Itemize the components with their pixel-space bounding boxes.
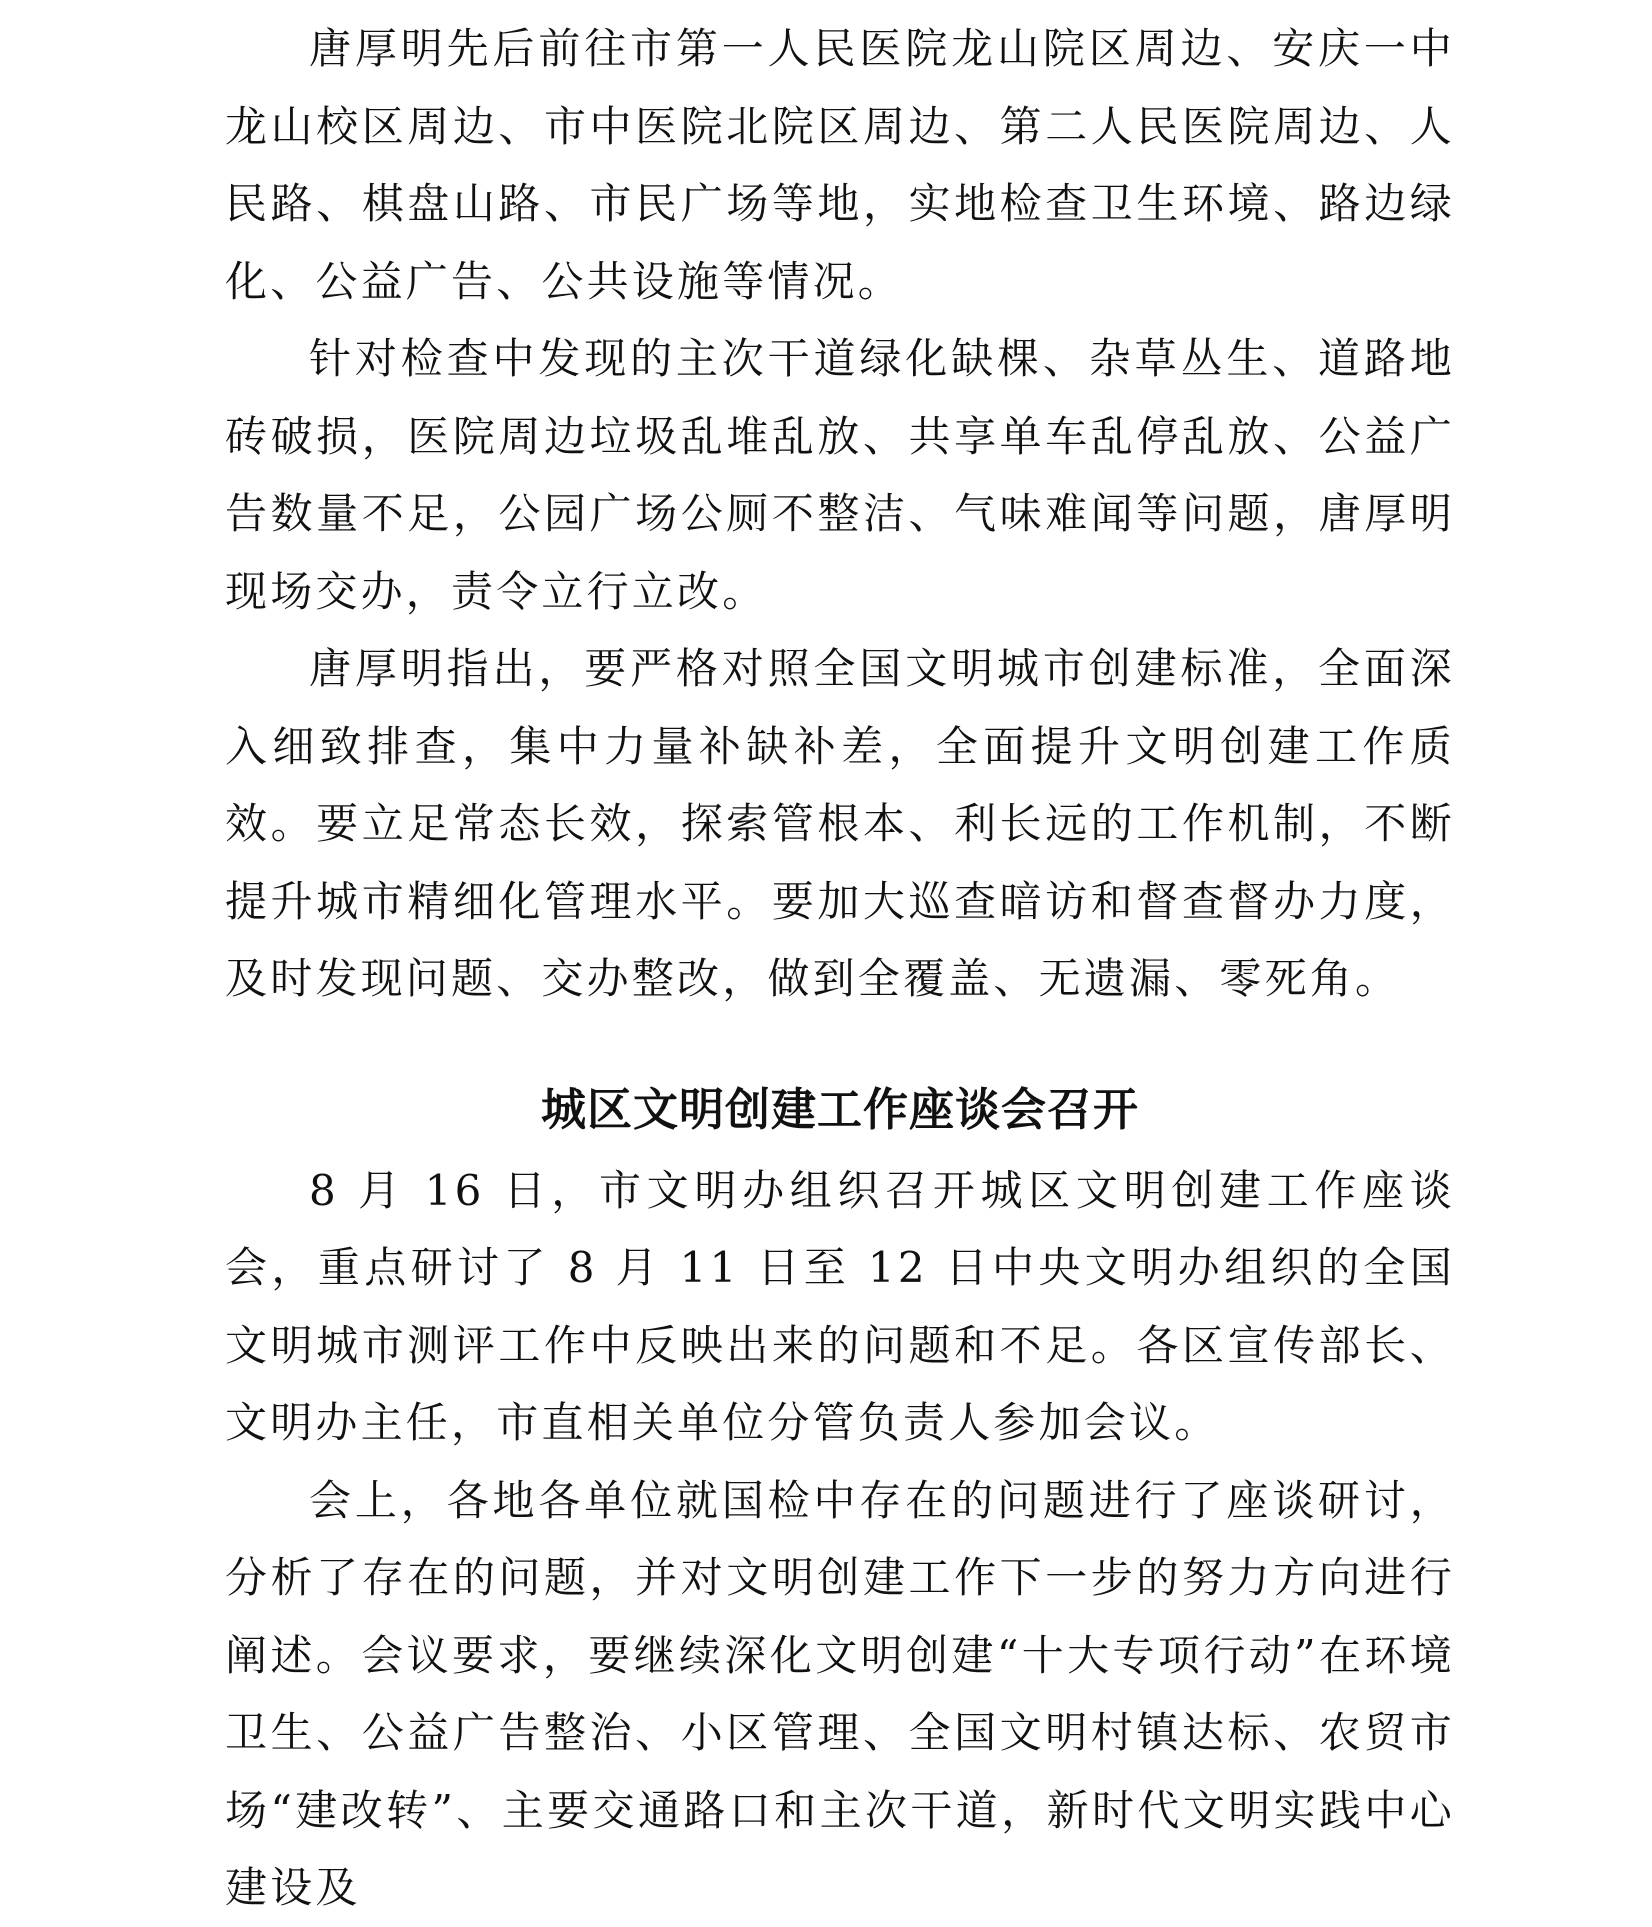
- body-paragraph: 针对检查中发现的主次干道绿化缺棵、杂草丛生、道路地砖破损，医院周边垃圾乱堆乱放、共享单车乱停乱放、公益广告数量不足，公园广场公厕不整洁、气味难闻等问题，唐厚明现场交办，责令立行立改。: [225, 334, 1455, 616]
- body-paragraph: 唐厚明指出，要严格对照全国文明城市创建标准，全面深入细致排查，集中力量补缺补差，全面提升文明创建工作质效。要立足常态长效，探索管根本、利长远的工作机制，不断提升城市精细化管理水平。要加大巡查暗访和督查督办力度，及时发现问题、交办整改，做到全覆盖、无遗漏、零死角。: [225, 644, 1455, 1003]
- section-heading: 城区文明创建工作座谈会召开: [540, 1082, 1139, 1136]
- body-paragraph: 唐厚明先后前往市第一人民医院龙山院区周边、安庆一中龙山校区周边、市中医院北院区周边、第二人民医院周边、人民路、棋盘山路、市民广场等地，实地检查卫生环境、路边绿化、公益广告、公共设施等情况。: [225, 24, 1455, 306]
- body-paragraph: 8 月 16 日，市文明办组织召开城区文明创建工作座谈会，重点研讨了 8 月 11 日至 12 日中央文明办组织的全国文明城市测评工作中反映出来的问题和不足。各区宣传部长、文明办主任，市直相关单位分管负责人参加会议。: [225, 1165, 1455, 1447]
- document-page: [225, 10, 1455, 1927]
- body-paragraph: 会上，各地各单位就国检中存在的问题进行了座谈研讨，分析了存在的问题，并对文明创建工作下一步的努力方向进行阐述。会议要求，要继续深化文明创建“十大专项行动”在环境卫生、公益广告整治、小区管理、全国文明村镇达标、农贸市场“建改转”、主要交通路口和主次干道，新时代文明实践中心建设及: [225, 1475, 1455, 1912]
- section-spacer: [225, 1018, 1455, 1068]
